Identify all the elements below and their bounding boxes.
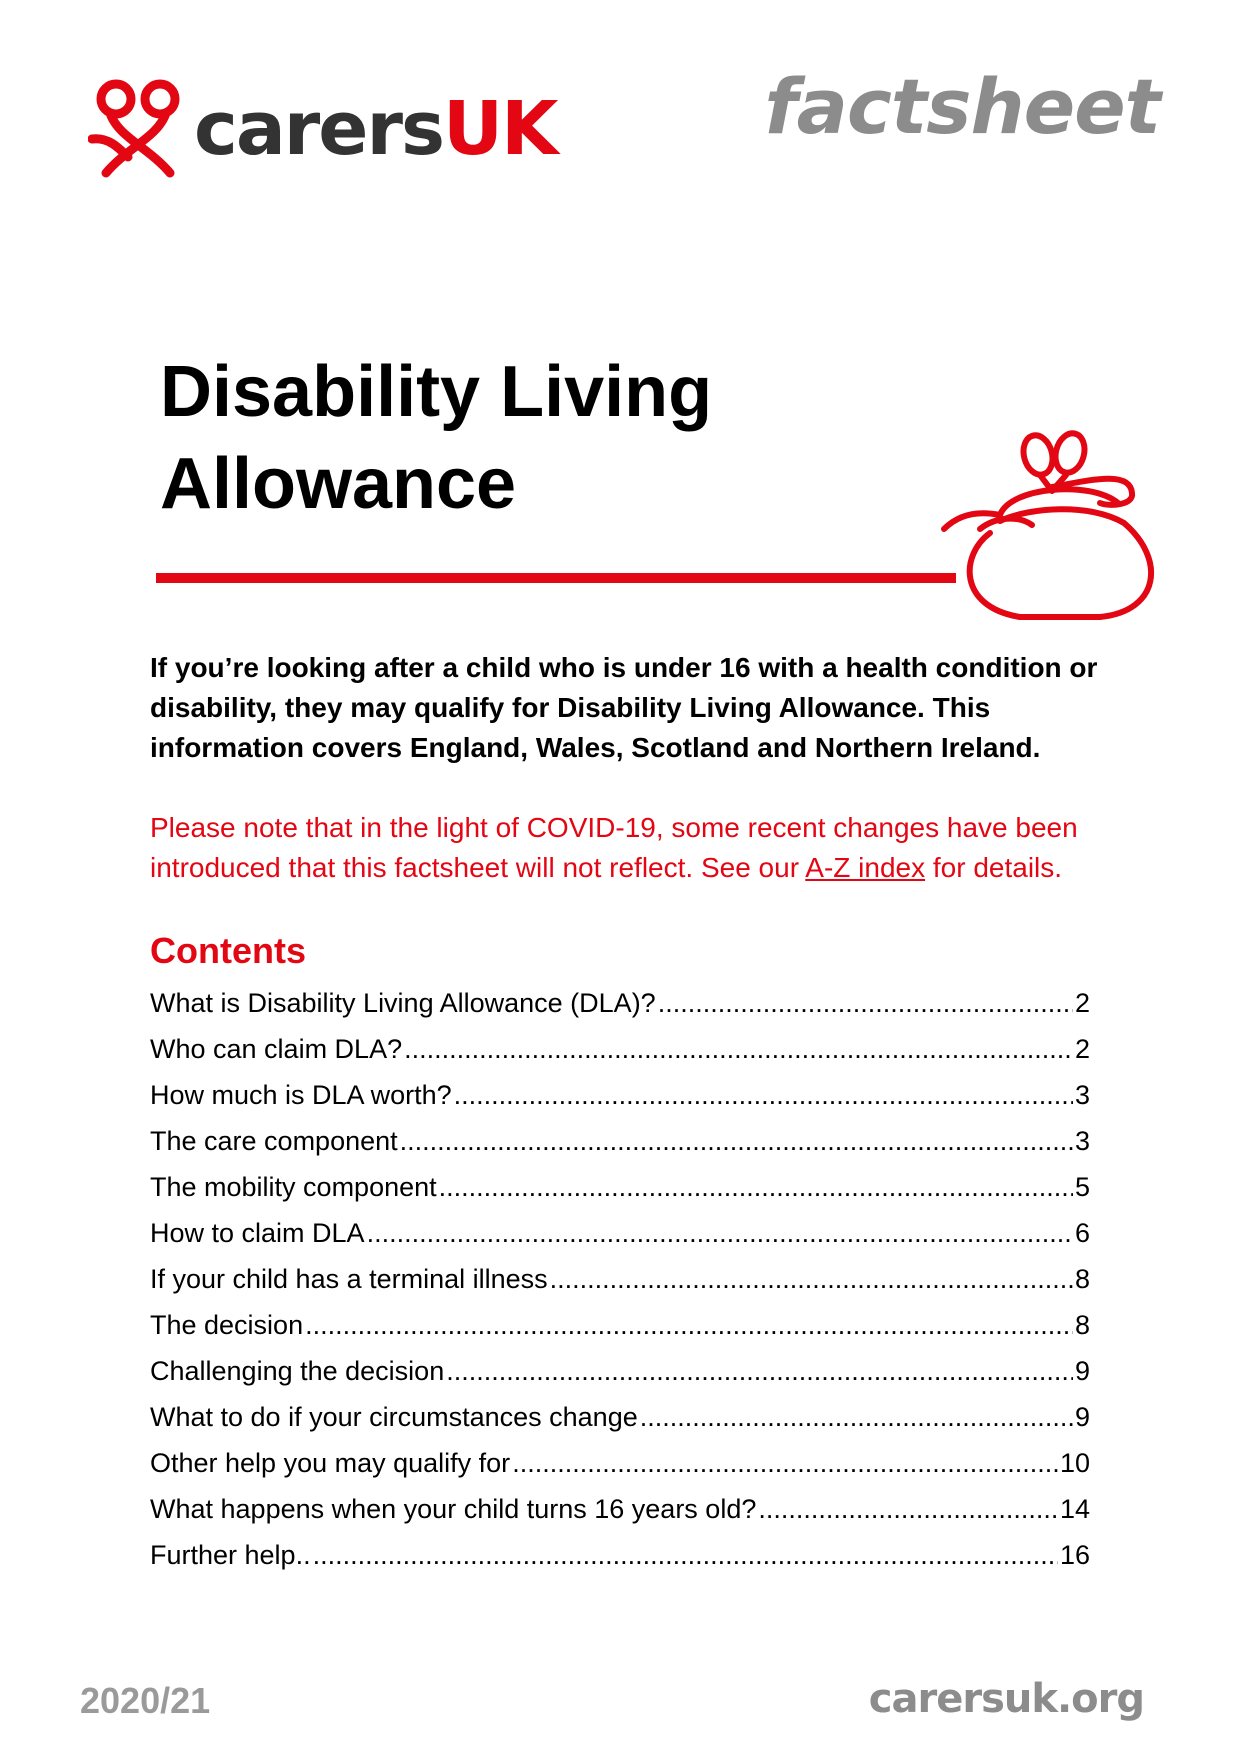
toc-item[interactable] <box>150 1394 1090 1440</box>
toc-item-title: What to do if your circumstances change <box>150 1402 638 1432</box>
title-line-2: Allowance <box>160 444 517 524</box>
toc-item[interactable] <box>150 1486 1090 1532</box>
logo-text-main: carers <box>194 86 444 172</box>
toc-leader <box>658 980 1073 1026</box>
toc-leader <box>367 1210 1073 1256</box>
toc-item[interactable] <box>150 1164 1090 1210</box>
toc-leader <box>400 1118 1073 1164</box>
toc-item-page: 10 <box>1059 1448 1090 1478</box>
toc-item-page: 3 <box>1074 1080 1090 1110</box>
footer-website: carersuk.org <box>868 1676 1144 1722</box>
toc-leader <box>446 1348 1073 1394</box>
toc-item-page: 9 <box>1074 1402 1090 1432</box>
covid-note <box>150 808 1130 888</box>
toc-item-page: 9 <box>1074 1356 1090 1386</box>
toc-leader <box>439 1164 1073 1210</box>
toc-item[interactable] <box>150 1118 1090 1164</box>
toc-item-title: How much is DLA worth? <box>150 1080 452 1110</box>
toc-leader <box>454 1072 1073 1118</box>
toc-leader <box>305 1302 1073 1348</box>
footer-year: 2020/21 <box>80 1680 211 1721</box>
page-title <box>160 346 712 530</box>
toc-item[interactable] <box>150 980 1090 1026</box>
toc-item-title: Other help you may qualify for <box>150 1448 511 1478</box>
toc-leader <box>512 1440 1058 1486</box>
intro-paragraph: If you’re looking after a child who is under 16 with a health condition or disability, they may qualify for Disability Living Allowance. This information covers England, Wales, Scotland and Northern Ireland. <box>150 652 1098 763</box>
carers-uk-logo <box>88 74 556 184</box>
toc-item[interactable] <box>150 1072 1090 1118</box>
toc-item-page: 8 <box>1074 1310 1090 1340</box>
toc-item[interactable] <box>150 1256 1090 1302</box>
carers-ribbon-logo-icon <box>88 77 188 181</box>
toc-item[interactable] <box>150 1210 1090 1256</box>
logo-wordmark <box>194 86 557 172</box>
toc-item-title: Challenging the decision <box>150 1356 445 1386</box>
toc-item-title: What is Disability Living Allowance (DLA)? <box>150 988 656 1018</box>
toc-item[interactable] <box>150 1348 1090 1394</box>
toc-leader <box>550 1256 1073 1302</box>
logo-text-accent: UK <box>443 86 557 172</box>
toc-item-title: What happens when your child turns 16 years old? <box>150 1494 757 1524</box>
toc-item-page: 16 <box>1059 1540 1090 1570</box>
toc-item[interactable] <box>150 1302 1090 1348</box>
contents-heading: Contents <box>150 930 306 971</box>
table-of-contents <box>150 980 1090 1578</box>
toc-item-page: 3 <box>1074 1126 1090 1156</box>
toc-item-page: 2 <box>1074 1034 1090 1064</box>
toc-item-title: Who can claim DLA? <box>150 1034 403 1064</box>
toc-item-page: 6 <box>1074 1218 1090 1248</box>
toc-item-title: The care component <box>150 1126 398 1156</box>
toc-leader <box>640 1394 1073 1440</box>
toc-leader <box>404 1026 1073 1072</box>
toc-item[interactable] <box>150 1026 1090 1072</box>
title-divider <box>156 573 956 583</box>
toc-item-title: The mobility component <box>150 1172 437 1202</box>
toc-leader <box>313 1532 1058 1578</box>
toc-item-title: Further help.. <box>150 1540 311 1570</box>
covid-note-text: Please note that in the light of COVID-19, some recent changes have been introduced that this factsheet will not reflect. See our <box>150 812 1078 883</box>
covid-note-tail: for details. <box>925 852 1063 883</box>
az-index-link[interactable]: A-Z index <box>805 852 926 883</box>
toc-item-page: 8 <box>1074 1264 1090 1294</box>
title-line-1: Disability Living <box>160 352 713 432</box>
toc-leader <box>758 1486 1058 1532</box>
toc-item-title: How to claim DLA <box>150 1218 365 1248</box>
toc-item[interactable] <box>150 1532 1090 1578</box>
toc-item[interactable] <box>150 1440 1090 1486</box>
toc-item-page: 2 <box>1074 988 1090 1018</box>
purse-illustration-icon <box>940 425 1162 625</box>
toc-item-page: 5 <box>1074 1172 1090 1202</box>
toc-item-page: 14 <box>1059 1494 1090 1524</box>
doc-type-label: factsheet <box>764 62 1160 151</box>
toc-item-title: If your child has a terminal illness <box>150 1264 548 1294</box>
toc-item-title: The decision <box>150 1310 304 1340</box>
